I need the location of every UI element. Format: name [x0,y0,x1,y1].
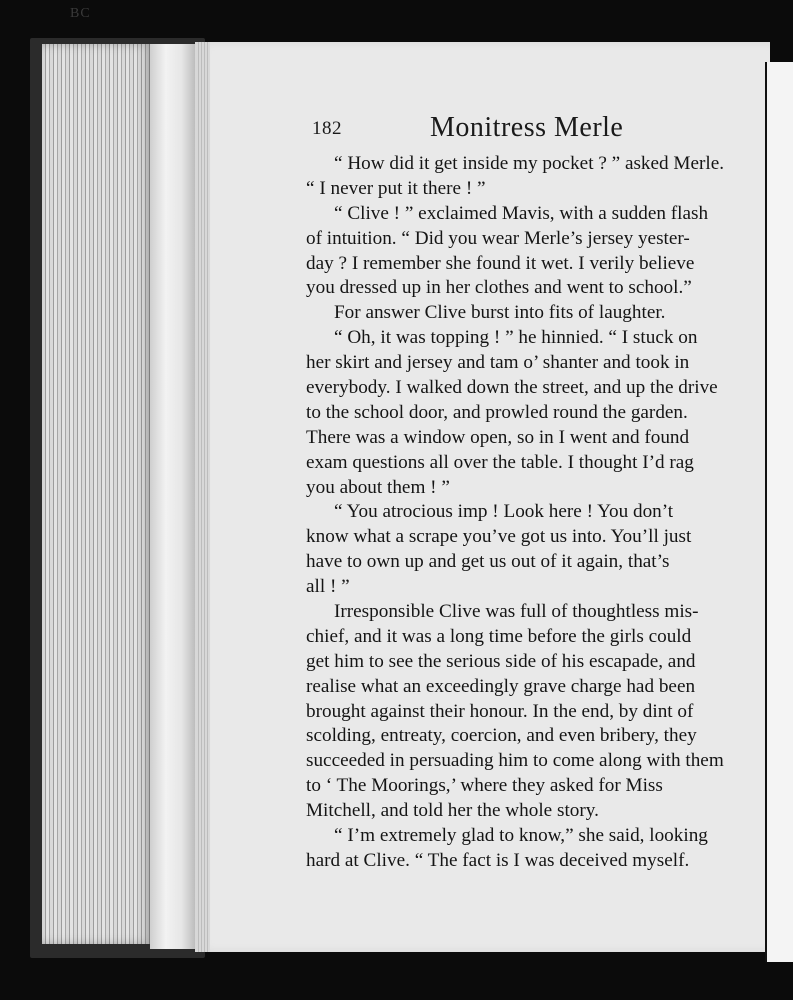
text-line: realise what an exceedingly grave charge had been [306,675,696,697]
text-line: you about them ! ” [306,476,450,498]
page-number: 182 [312,118,342,139]
text-line: to the school door, and prowled round the garden. [306,401,688,423]
text-line: For answer Clive burst into fits of laughter. [334,302,666,324]
page-stack-edge [196,42,210,952]
book-gutter [150,44,195,949]
text-line: “ You atrocious imp ! Look here ! You don’t [334,501,674,523]
text-line: “ I never put it there ! ” [306,177,486,199]
text-line: “ Clive ! ” exclaimed Mavis, with a sudden flash [334,202,709,224]
text-line: her skirt and jersey and tam o’ shanter and took in [306,352,690,374]
text-line: everybody. I walked down the street, and up the drive [306,377,718,399]
text-line: brought against their honour. In the end, by dint of [306,700,694,722]
text-line: “ Oh, it was topping ! ” he hinnied. “ I stuck on [334,327,698,349]
text-line: succeeded in persuading him to come along with them [306,750,724,772]
text-line: Mitchell, and told her the whole story. [306,800,599,822]
text-line: to ‘ The Moorings,’ where they asked for Miss [306,775,663,797]
text-line: you dressed up in her clothes and went to school.” [306,277,692,299]
library-stamp: BC [70,6,91,21]
text-line: chief, and it was a long time before the girls could [306,625,692,647]
text-line: There was a window open, so in I went and found [306,426,690,448]
text-line: Irresponsible Clive was full of thoughtless mis- [334,601,699,623]
text-line: exam questions all over the table. I thought I’d rag [306,451,694,473]
text-line: get him to see the serious side of his escapade, and [306,650,696,672]
body-text [306,152,724,874]
running-head [312,112,732,146]
text-line: hard at Clive. “ The fact is I was deceived myself. [306,849,690,871]
text-line: “ I’m extremely glad to know,” she said, looking [334,825,708,847]
text-line: know what a scrape you’ve got us into. You’ll just [306,526,692,548]
facing-page-edge [765,62,793,962]
running-title: Monitress Merle [430,112,624,143]
page-edges [42,44,152,944]
text-line: “ How did it get inside my pocket ? ” asked Merle. [334,153,725,174]
text-line: scolding, entreaty, coercion, and even bribery, they [306,725,697,747]
text-line: of intuition. “ Did you wear Merle’s jersey yester- [306,227,690,249]
text-line: all ! ” [306,576,350,598]
text-line: have to own up and get us out of it again, that’s [306,551,670,573]
text-line: day ? I remember she found it wet. I verily believe [306,252,695,274]
